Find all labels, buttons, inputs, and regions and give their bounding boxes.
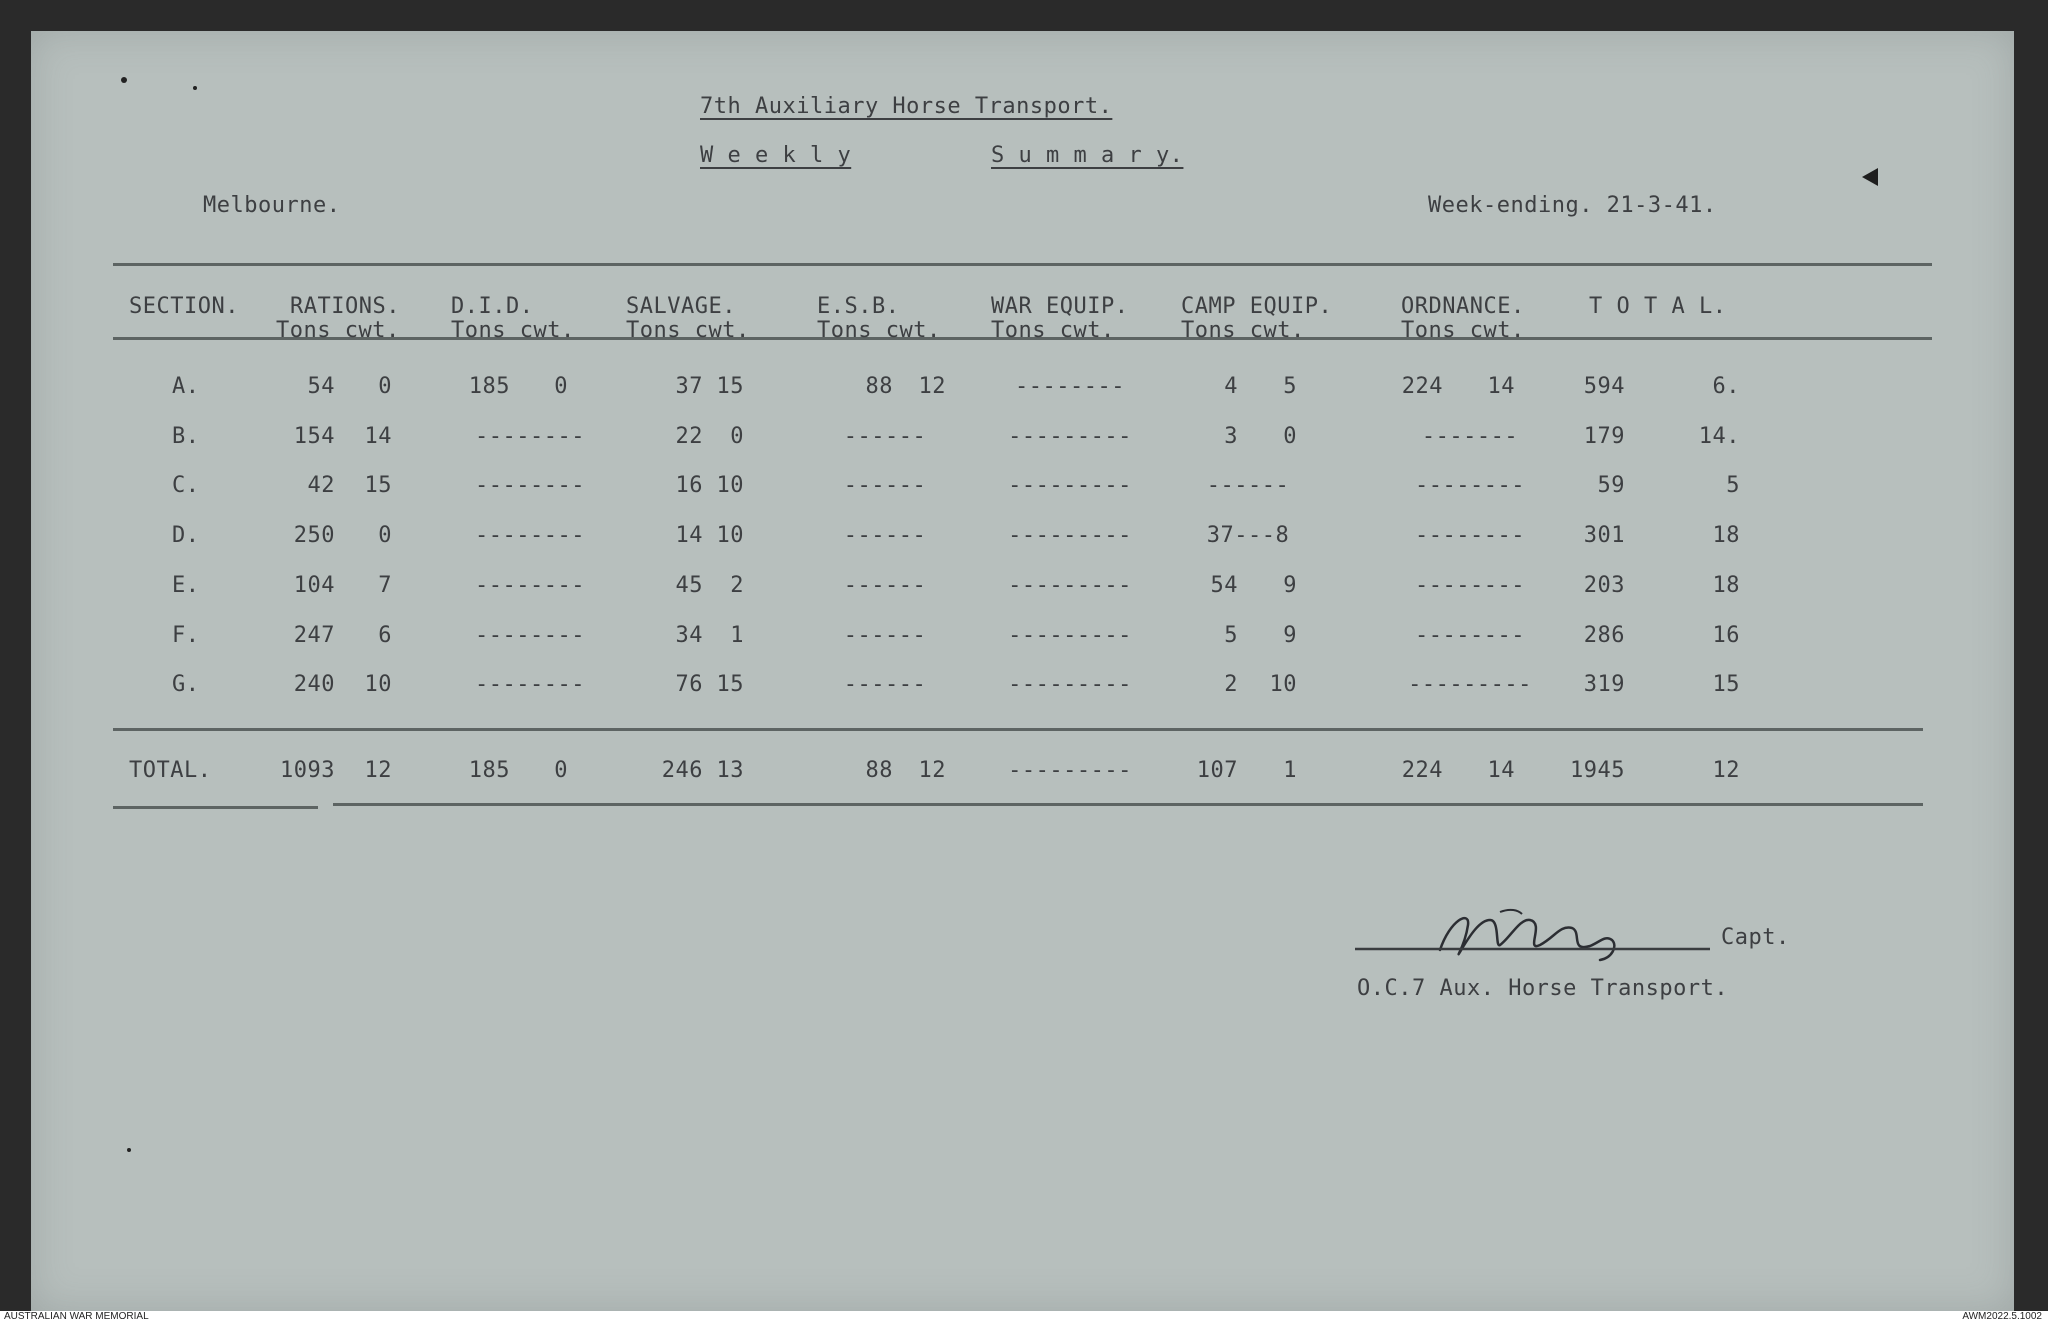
table-row-cwt: 18 [1712, 573, 1740, 598]
table-row-cwt: 9 [1283, 573, 1297, 598]
total-row-cwt: 13 [716, 758, 744, 783]
total-row-tons: 88 [865, 758, 893, 783]
table-row-dashes: --------- [1008, 523, 1132, 548]
table-row-tons: 185 [468, 374, 510, 399]
pin-mark [127, 1148, 131, 1152]
col-subheader-salvage: Tons cwt. [626, 318, 750, 343]
col-header-war-equip: WAR EQUIP. [991, 294, 1129, 319]
table-row-dashes: ------ [843, 523, 927, 548]
total-row-cwt: 12 [364, 758, 392, 783]
table-row-tons: 37 [675, 374, 703, 399]
table-row-tons: 203 [1583, 573, 1625, 598]
pin-mark [121, 77, 127, 83]
table-row-tons: 247 [293, 623, 335, 648]
table-row-cwt: 14 [364, 424, 392, 449]
document-page [31, 31, 2014, 1311]
subtitle-weekly: W e e k l y [700, 143, 852, 168]
table-row-dashes: --------- [1408, 672, 1532, 697]
table-row-dashes: -------- [1415, 573, 1525, 598]
table-row-cwt: 15 [1712, 672, 1740, 697]
total-row-cwt: 0 [554, 758, 568, 783]
table-row-cwt: 10 [716, 473, 744, 498]
col-subheader-ordnance: Tons cwt. [1401, 318, 1525, 343]
total-row-tons: 107 [1196, 758, 1238, 783]
table-row-section: D. [172, 523, 200, 548]
table-row-section: C. [172, 473, 200, 498]
col-subheader-rations: Tons cwt. [276, 318, 400, 343]
col-header-camp-equip: CAMP EQUIP. [1181, 294, 1333, 319]
location: Melbourne. [203, 193, 341, 218]
table-row-tons: 250 [293, 523, 335, 548]
table-row-cwt: 9 [1283, 623, 1297, 648]
total-row-section: TOTAL. [129, 758, 212, 783]
table-row-dashes: -------- [475, 424, 585, 449]
table-row-dashes: ------ [843, 424, 927, 449]
table-row-dashes: ------ [843, 623, 927, 648]
table-row-tons: 3 [1224, 424, 1238, 449]
table-row-section: A. [172, 374, 200, 399]
tear-mark [1862, 168, 1878, 186]
col-header-esb: E.S.B. [817, 294, 900, 319]
pin-mark [193, 86, 197, 90]
table-row-tons: 286 [1583, 623, 1625, 648]
total-row-tons: 224 [1401, 758, 1443, 783]
table-row-dashes: --------- [1008, 473, 1132, 498]
table-row-cwt: 10 [1269, 672, 1297, 697]
col-subheader-esb: Tons cwt. [817, 318, 941, 343]
total-bottom-rule [333, 803, 1923, 806]
total-row-dashes: --------- [1008, 758, 1132, 783]
total-row-tons: 185 [468, 758, 510, 783]
table-row-dashes: ------ [843, 573, 927, 598]
table-row-dashes: --------- [1008, 672, 1132, 697]
total-row-cwt: 1 [1283, 758, 1297, 783]
table-row-dashes: ------ [843, 672, 927, 697]
col-subheader-camp-equip: Tons cwt. [1181, 318, 1305, 343]
week-ending: Week-ending. 21-3-41. [1428, 193, 1717, 218]
table-row-cwt: 1 [730, 623, 744, 648]
table-row-tons: 224 [1401, 374, 1443, 399]
table-row-cwt: 6 [378, 623, 392, 648]
table-row-tons: 14 [675, 523, 703, 548]
table-row-tons: 594 [1583, 374, 1625, 399]
table-row-cwt: 10 [364, 672, 392, 697]
table-row-tons: 88 [865, 374, 893, 399]
table-row-dashes: -------- [1415, 623, 1525, 648]
table-row-dashes: -------- [475, 473, 585, 498]
table-row-dashes: --------- [1008, 573, 1132, 598]
table-row-tons: 45 [675, 573, 703, 598]
table-row-dashes: -------- [1415, 523, 1525, 548]
table-row-tons: 54 [307, 374, 335, 399]
table-row-cwt: 18 [1712, 523, 1740, 548]
table-row-dashes: -------- [475, 623, 585, 648]
table-row-tons: 104 [293, 573, 335, 598]
total-row-cwt: 12 [1712, 758, 1740, 783]
table-row-tons: 16 [675, 473, 703, 498]
table-row-cwt: 0 [1283, 424, 1297, 449]
total-top-rule [113, 728, 1923, 731]
table-row-tons: 2 [1224, 672, 1238, 697]
table-row-tons: 301 [1583, 523, 1625, 548]
table-row-cwt: 15 [716, 374, 744, 399]
total-row-tons: 1093 [280, 758, 335, 783]
table-row-tons: 34 [675, 623, 703, 648]
subtitle-summary: S u m m a r y. [991, 143, 1184, 168]
table-row-tons: 54 [1210, 573, 1238, 598]
table-row-tons: 240 [293, 672, 335, 697]
table-row-cwt: 15 [716, 672, 744, 697]
col-header-ordnance: ORDNANCE. [1401, 294, 1525, 319]
table-row-dashes: -------- [475, 573, 585, 598]
col-header-total: T O T A L. [1589, 294, 1727, 319]
table-row-dashes: -------- [475, 672, 585, 697]
col-header-rations: RATIONS. [290, 294, 400, 319]
table-row-cwt: 10 [716, 523, 744, 548]
col-header-salvage: SALVAGE. [626, 294, 736, 319]
archive-footer [0, 1311, 2048, 1323]
table-row-tons: 319 [1583, 672, 1625, 697]
col-header-did: D.I.D. [451, 294, 534, 319]
archive-name: AUSTRALIAN WAR MEMORIAL [4, 1311, 149, 1322]
signature-role: O.C.7 Aux. Horse Transport. [1357, 976, 1729, 1001]
table-row-dashes: 37---8 [1206, 523, 1290, 548]
table-row-cwt: 2 [730, 573, 744, 598]
signature-rank: Capt. [1721, 925, 1790, 950]
table-row-section: F. [172, 623, 200, 648]
total-row-tons: 1945 [1570, 758, 1625, 783]
table-row-section: G. [172, 672, 200, 697]
table-row-cwt: 14. [1698, 424, 1740, 449]
table-row-dashes: ------- [1421, 424, 1519, 449]
total-row-tons: 246 [661, 758, 703, 783]
table-row-cwt: 5 [1726, 473, 1740, 498]
table-top-rule [113, 263, 1932, 266]
table-row-dashes: -------- [1415, 473, 1525, 498]
table-row-tons: 179 [1583, 424, 1625, 449]
total-row-cwt: 14 [1487, 758, 1515, 783]
table-row-cwt: 16 [1712, 623, 1740, 648]
col-subheader-war-equip: Tons cwt. [991, 318, 1115, 343]
table-row-cwt: 7 [378, 573, 392, 598]
table-row-dashes: --------- [1008, 623, 1132, 648]
table-row-tons: 76 [675, 672, 703, 697]
table-row-tons: 5 [1224, 623, 1238, 648]
table-row-tons: 42 [307, 473, 335, 498]
col-header-section: SECTION. [129, 294, 239, 319]
col-subheader-did: Tons cwt. [451, 318, 575, 343]
table-row-cwt: 0 [730, 424, 744, 449]
table-row-dashes: ------ [843, 473, 927, 498]
table-row-dashes: ------ [1206, 473, 1290, 498]
table-row-section: B. [172, 424, 200, 449]
table-row-tons: 59 [1597, 473, 1625, 498]
total-row-cwt: 12 [918, 758, 946, 783]
table-row-cwt: 0 [378, 374, 392, 399]
table-row-cwt: 14 [1487, 374, 1515, 399]
handwritten-signature [1350, 890, 1750, 980]
table-row-dashes: --------- [1008, 424, 1132, 449]
table-row-cwt: 6. [1712, 374, 1740, 399]
document-title: 7th Auxiliary Horse Transport. [700, 94, 1113, 119]
table-row-section: E. [172, 573, 200, 598]
table-row-tons: 22 [675, 424, 703, 449]
table-row-tons: 4 [1224, 374, 1238, 399]
table-row-dashes: -------- [475, 523, 585, 548]
table-row-cwt: 15 [364, 473, 392, 498]
table-row-dashes: -------- [1015, 374, 1125, 399]
total-bottom-rule [113, 806, 318, 809]
table-row-cwt: 5 [1283, 374, 1297, 399]
table-row-cwt: 0 [378, 523, 392, 548]
archive-ref: AWM2022.5.1002 [1962, 1311, 2042, 1322]
table-row-tons: 154 [293, 424, 335, 449]
table-row-cwt: 12 [918, 374, 946, 399]
table-row-cwt: 0 [554, 374, 568, 399]
